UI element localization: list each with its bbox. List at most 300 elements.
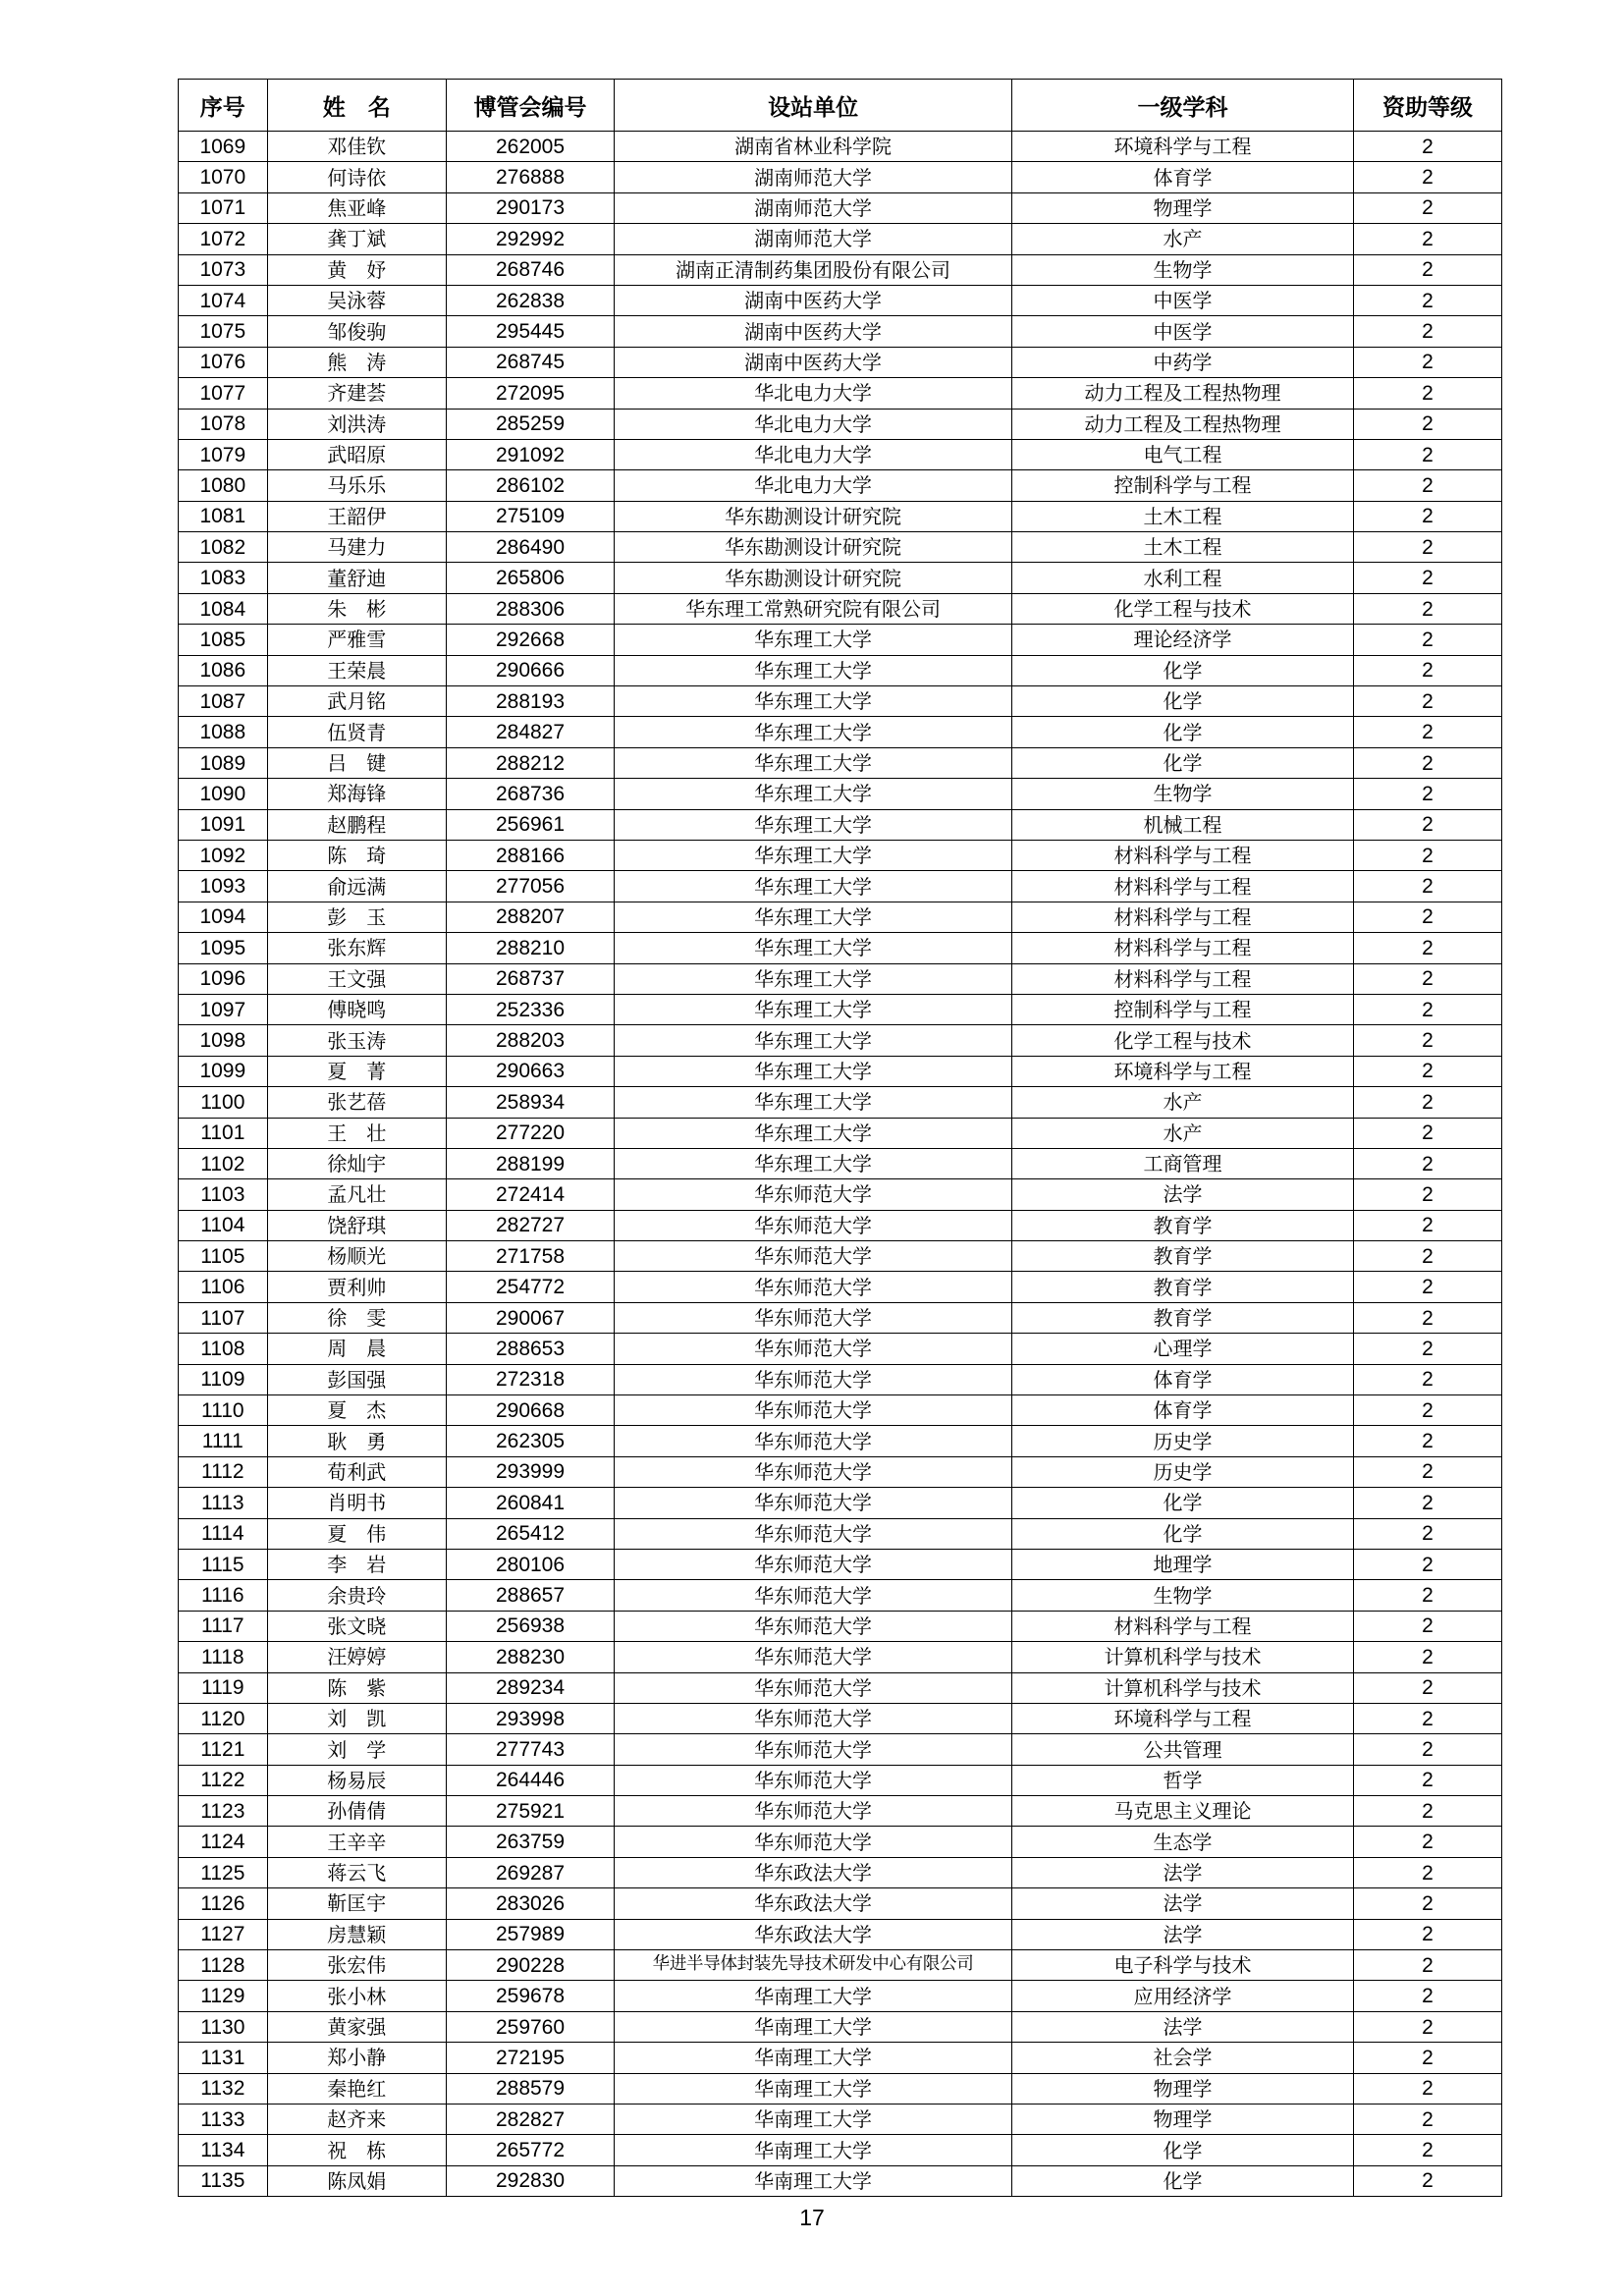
subject-cell: 法学 — [1012, 1888, 1354, 1919]
id-cell: 262005 — [446, 132, 614, 162]
table-row — [179, 347, 1502, 377]
name-cell: 刘 学 — [267, 1734, 446, 1765]
name-cell: 俞远满 — [267, 871, 446, 902]
subject-cell: 法学 — [1012, 2011, 1354, 2042]
subject-cell: 教育学 — [1012, 1272, 1354, 1302]
level-cell: 2 — [1353, 1456, 1501, 1487]
table-row — [179, 994, 1502, 1024]
name-cell: 王文强 — [267, 963, 446, 994]
table-row — [179, 1950, 1502, 1981]
level-cell: 2 — [1353, 625, 1501, 655]
serial-cell: 1095 — [179, 933, 268, 963]
unit-cell: 华东师范大学 — [615, 1672, 1012, 1703]
subject-cell: 机械工程 — [1012, 809, 1354, 840]
unit-cell: 华东政法大学 — [615, 1888, 1012, 1919]
table-row — [179, 1857, 1502, 1887]
level-cell: 2 — [1353, 1580, 1501, 1611]
id-cell: 276888 — [446, 162, 614, 192]
unit-cell: 华东师范大学 — [615, 1642, 1012, 1672]
serial-cell: 1087 — [179, 686, 268, 717]
level-cell: 2 — [1353, 1549, 1501, 1579]
name-cell: 吕 键 — [267, 747, 446, 778]
unit-cell: 华东师范大学 — [615, 1364, 1012, 1394]
table-row — [179, 1395, 1502, 1426]
level-cell: 2 — [1353, 1210, 1501, 1240]
level-cell: 2 — [1353, 1488, 1501, 1518]
unit-cell: 华南理工大学 — [615, 2105, 1012, 2135]
name-cell: 彭国强 — [267, 1364, 446, 1394]
subject-cell: 材料科学与工程 — [1012, 963, 1354, 994]
table-row — [179, 316, 1502, 347]
id-cell: 288306 — [446, 593, 614, 624]
id-cell: 288653 — [446, 1334, 614, 1364]
name-cell: 吴泳蓉 — [267, 285, 446, 315]
subject-cell: 哲学 — [1012, 1765, 1354, 1795]
name-cell: 秦艳红 — [267, 2073, 446, 2104]
serial-cell: 1101 — [179, 1118, 268, 1148]
name-cell: 邹俊驹 — [267, 316, 446, 347]
table-row — [179, 871, 1502, 902]
name-cell: 郑小静 — [267, 2043, 446, 2073]
serial-cell: 1109 — [179, 1364, 268, 1394]
serial-cell: 1080 — [179, 470, 268, 501]
unit-cell: 华东理工大学 — [615, 747, 1012, 778]
serial-cell: 1084 — [179, 593, 268, 624]
unit-cell: 华东师范大学 — [615, 1827, 1012, 1857]
subject-cell: 中药学 — [1012, 347, 1354, 377]
subject-cell: 环境科学与工程 — [1012, 1703, 1354, 1733]
subject-cell: 控制科学与工程 — [1012, 470, 1354, 501]
serial-cell: 1111 — [179, 1426, 268, 1456]
table-row — [179, 779, 1502, 809]
id-cell: 268737 — [446, 963, 614, 994]
unit-cell: 湖南中医药大学 — [615, 347, 1012, 377]
unit-cell: 华南理工大学 — [615, 2043, 1012, 2073]
name-cell: 陈凤娟 — [267, 2165, 446, 2196]
subject-cell: 水产 — [1012, 1118, 1354, 1148]
level-cell: 2 — [1353, 902, 1501, 932]
serial-cell: 1076 — [179, 347, 268, 377]
unit-cell: 华东师范大学 — [615, 1518, 1012, 1549]
level-cell: 2 — [1353, 1179, 1501, 1210]
subject-cell: 社会学 — [1012, 2043, 1354, 2073]
subject-cell: 工商管理 — [1012, 1148, 1354, 1178]
subject-cell: 环境科学与工程 — [1012, 1056, 1354, 1086]
id-cell: 256961 — [446, 809, 614, 840]
id-cell: 288210 — [446, 933, 614, 963]
serial-cell: 1105 — [179, 1241, 268, 1272]
id-cell: 268746 — [446, 254, 614, 285]
table-row — [179, 1580, 1502, 1611]
header-serial: 序号 — [179, 80, 268, 132]
serial-cell: 1089 — [179, 747, 268, 778]
id-cell: 271758 — [446, 1241, 614, 1272]
id-cell: 288207 — [446, 902, 614, 932]
name-cell: 张宏伟 — [267, 1950, 446, 1981]
unit-cell: 华东师范大学 — [615, 1765, 1012, 1795]
subject-cell: 化学工程与技术 — [1012, 1025, 1354, 1056]
table-row — [179, 1642, 1502, 1672]
serial-cell: 1085 — [179, 625, 268, 655]
unit-cell: 华东师范大学 — [615, 1488, 1012, 1518]
id-cell: 282727 — [446, 1210, 614, 1240]
serial-cell: 1104 — [179, 1210, 268, 1240]
table-row — [179, 1364, 1502, 1394]
unit-cell: 华东师范大学 — [615, 1426, 1012, 1456]
unit-cell: 华东师范大学 — [615, 1395, 1012, 1426]
unit-cell: 湖南师范大学 — [615, 192, 1012, 223]
unit-cell: 华东勘测设计研究院 — [615, 563, 1012, 593]
serial-cell: 1133 — [179, 2105, 268, 2135]
id-cell: 277056 — [446, 871, 614, 902]
id-cell: 292992 — [446, 224, 614, 254]
serial-cell: 1097 — [179, 994, 268, 1024]
name-cell: 傅晓鸣 — [267, 994, 446, 1024]
id-cell: 269287 — [446, 1857, 614, 1887]
table-row — [179, 2043, 1502, 2073]
subject-cell: 控制科学与工程 — [1012, 994, 1354, 1024]
level-cell: 2 — [1353, 1241, 1501, 1272]
name-cell: 齐建荟 — [267, 378, 446, 409]
level-cell: 2 — [1353, 1395, 1501, 1426]
serial-cell: 1096 — [179, 963, 268, 994]
subject-cell: 动力工程及工程热物理 — [1012, 409, 1354, 439]
subject-cell: 电气工程 — [1012, 439, 1354, 469]
unit-cell: 华东师范大学 — [615, 1611, 1012, 1641]
serial-cell: 1086 — [179, 655, 268, 685]
name-cell: 张东辉 — [267, 933, 446, 963]
level-cell: 2 — [1353, 871, 1501, 902]
level-cell: 2 — [1353, 1888, 1501, 1919]
level-cell: 2 — [1353, 1272, 1501, 1302]
unit-cell: 华东理工大学 — [615, 809, 1012, 840]
id-cell: 265412 — [446, 1518, 614, 1549]
serial-cell: 1073 — [179, 254, 268, 285]
level-cell: 2 — [1353, 1025, 1501, 1056]
serial-cell: 1132 — [179, 2073, 268, 2104]
table-row — [179, 1334, 1502, 1364]
table-row — [179, 1981, 1502, 2011]
name-cell: 王 壮 — [267, 1118, 446, 1148]
id-cell: 288193 — [446, 686, 614, 717]
table-row — [179, 409, 1502, 439]
table-row — [179, 1796, 1502, 1827]
name-cell: 黄家强 — [267, 2011, 446, 2042]
serial-cell: 1094 — [179, 902, 268, 932]
subject-cell: 材料科学与工程 — [1012, 902, 1354, 932]
name-cell: 蒋云飞 — [267, 1857, 446, 1887]
unit-cell: 华东师范大学 — [615, 1272, 1012, 1302]
name-cell: 靳匡宇 — [267, 1888, 446, 1919]
id-cell: 290067 — [446, 1302, 614, 1333]
subject-cell: 物理学 — [1012, 192, 1354, 223]
level-cell: 2 — [1353, 1919, 1501, 1949]
id-cell: 290663 — [446, 1056, 614, 1086]
subject-cell: 体育学 — [1012, 1395, 1354, 1426]
name-cell: 张文晓 — [267, 1611, 446, 1641]
subject-cell: 公共管理 — [1012, 1734, 1354, 1765]
unit-cell: 湖南中医药大学 — [615, 316, 1012, 347]
unit-cell: 华东师范大学 — [615, 1241, 1012, 1272]
name-cell: 夏 杰 — [267, 1395, 446, 1426]
unit-cell: 华东理工大学 — [615, 1148, 1012, 1178]
level-cell: 2 — [1353, 1364, 1501, 1394]
table-row — [179, 1456, 1502, 1487]
id-cell: 285259 — [446, 409, 614, 439]
table-row — [179, 1488, 1502, 1518]
unit-cell: 华东理工大学 — [615, 625, 1012, 655]
table-row — [179, 285, 1502, 315]
name-cell: 武月铭 — [267, 686, 446, 717]
id-cell: 260841 — [446, 1488, 614, 1518]
level-cell: 2 — [1353, 1056, 1501, 1086]
id-cell: 283026 — [446, 1888, 614, 1919]
serial-cell: 1121 — [179, 1734, 268, 1765]
subject-cell: 材料科学与工程 — [1012, 1611, 1354, 1641]
table-row — [179, 593, 1502, 624]
serial-cell: 1088 — [179, 717, 268, 747]
level-cell: 2 — [1353, 132, 1501, 162]
table-row — [179, 625, 1502, 655]
unit-cell: 华东师范大学 — [615, 1334, 1012, 1364]
level-cell: 2 — [1353, 1765, 1501, 1795]
subject-cell: 动力工程及工程热物理 — [1012, 378, 1354, 409]
id-cell: 277220 — [446, 1118, 614, 1148]
name-cell: 焦亚峰 — [267, 192, 446, 223]
level-cell: 2 — [1353, 2073, 1501, 2104]
unit-cell: 华北电力大学 — [615, 470, 1012, 501]
level-cell: 2 — [1353, 1426, 1501, 1456]
unit-cell: 华东政法大学 — [615, 1919, 1012, 1949]
table-row — [179, 1426, 1502, 1456]
name-cell: 杨顺光 — [267, 1241, 446, 1272]
subject-cell: 电子科学与技术 — [1012, 1950, 1354, 1981]
table-row — [179, 1179, 1502, 1210]
subject-cell: 化学 — [1012, 1518, 1354, 1549]
serial-cell: 1119 — [179, 1672, 268, 1703]
level-cell: 2 — [1353, 2105, 1501, 2135]
name-cell: 刘 凯 — [267, 1703, 446, 1733]
table-row — [179, 1272, 1502, 1302]
subject-cell: 化学 — [1012, 717, 1354, 747]
level-cell: 2 — [1353, 1703, 1501, 1733]
unit-cell: 华东政法大学 — [615, 1857, 1012, 1887]
table-row — [179, 162, 1502, 192]
subject-cell: 生物学 — [1012, 254, 1354, 285]
subject-cell: 计算机科学与技术 — [1012, 1642, 1354, 1672]
subject-cell: 化学 — [1012, 2165, 1354, 2196]
table-row — [179, 1888, 1502, 1919]
id-cell: 290173 — [446, 192, 614, 223]
name-cell: 孟凡壮 — [267, 1179, 446, 1210]
subject-cell: 物理学 — [1012, 2105, 1354, 2135]
id-cell: 290668 — [446, 1395, 614, 1426]
unit-cell: 华东理工大学 — [615, 686, 1012, 717]
level-cell: 2 — [1353, 1518, 1501, 1549]
unit-cell: 华东勘测设计研究院 — [615, 501, 1012, 531]
level-cell: 2 — [1353, 563, 1501, 593]
table-row — [179, 1734, 1502, 1765]
serial-cell: 1125 — [179, 1857, 268, 1887]
unit-cell: 华东理工大学 — [615, 902, 1012, 932]
table-row — [179, 933, 1502, 963]
table-row — [179, 563, 1502, 593]
level-cell: 2 — [1353, 2043, 1501, 2073]
id-cell: 262305 — [446, 1426, 614, 1456]
subject-cell: 历史学 — [1012, 1456, 1354, 1487]
header-level: 资助等级 — [1353, 80, 1501, 132]
unit-cell: 华东理工大学 — [615, 779, 1012, 809]
name-cell: 祝 栋 — [267, 2135, 446, 2165]
subject-cell: 应用经济学 — [1012, 1981, 1354, 2011]
subject-cell: 化学工程与技术 — [1012, 593, 1354, 624]
serial-cell: 1122 — [179, 1765, 268, 1795]
unit-cell: 华东理工大学 — [615, 1087, 1012, 1118]
unit-cell: 华东理工大学 — [615, 717, 1012, 747]
level-cell: 2 — [1353, 2135, 1501, 2165]
serial-cell: 1120 — [179, 1703, 268, 1733]
level-cell: 2 — [1353, 1734, 1501, 1765]
subject-cell: 化学 — [1012, 686, 1354, 717]
serial-cell: 1116 — [179, 1580, 268, 1611]
serial-cell: 1090 — [179, 779, 268, 809]
name-cell: 王荣晨 — [267, 655, 446, 685]
table-row — [179, 2011, 1502, 2042]
level-cell: 2 — [1353, 1827, 1501, 1857]
id-cell: 265806 — [446, 563, 614, 593]
name-cell: 王辛辛 — [267, 1827, 446, 1857]
serial-cell: 1075 — [179, 316, 268, 347]
subject-cell: 法学 — [1012, 1919, 1354, 1949]
serial-cell: 1129 — [179, 1981, 268, 2011]
unit-cell: 华东师范大学 — [615, 1549, 1012, 1579]
level-cell: 2 — [1353, 779, 1501, 809]
table-row — [179, 2073, 1502, 2104]
level-cell: 2 — [1353, 1950, 1501, 1981]
subject-cell: 体育学 — [1012, 1364, 1354, 1394]
unit-cell: 湖南省林业科学院 — [615, 132, 1012, 162]
serial-cell: 1098 — [179, 1025, 268, 1056]
id-cell: 292668 — [446, 625, 614, 655]
serial-cell: 1099 — [179, 1056, 268, 1086]
table-row — [179, 2135, 1502, 2165]
serial-cell: 1069 — [179, 132, 268, 162]
name-cell: 朱 彬 — [267, 593, 446, 624]
name-cell: 邓佳钦 — [267, 132, 446, 162]
name-cell: 夏 菁 — [267, 1056, 446, 1086]
unit-cell: 华东师范大学 — [615, 1210, 1012, 1240]
name-cell: 杨易辰 — [267, 1765, 446, 1795]
serial-cell: 1079 — [179, 439, 268, 469]
serial-cell: 1074 — [179, 285, 268, 315]
serial-cell: 1078 — [179, 409, 268, 439]
subject-cell: 生物学 — [1012, 779, 1354, 809]
id-cell: 262838 — [446, 285, 614, 315]
unit-cell: 华南理工大学 — [615, 2073, 1012, 2104]
id-cell: 295445 — [446, 316, 614, 347]
table-row — [179, 532, 1502, 563]
unit-cell: 华南理工大学 — [615, 2165, 1012, 2196]
id-cell: 280106 — [446, 1549, 614, 1579]
subject-cell: 环境科学与工程 — [1012, 132, 1354, 162]
subject-cell: 化学 — [1012, 655, 1354, 685]
serial-cell: 1083 — [179, 563, 268, 593]
serial-cell: 1123 — [179, 1796, 268, 1827]
name-cell: 陈 琦 — [267, 840, 446, 870]
unit-cell: 湖南师范大学 — [615, 224, 1012, 254]
subject-cell: 土木工程 — [1012, 532, 1354, 563]
table-row — [179, 1765, 1502, 1795]
level-cell: 2 — [1353, 192, 1501, 223]
id-cell: 265772 — [446, 2135, 614, 2165]
name-cell: 黄 妤 — [267, 254, 446, 285]
subject-cell: 法学 — [1012, 1857, 1354, 1887]
level-cell: 2 — [1353, 1087, 1501, 1118]
name-cell: 郑海锋 — [267, 779, 446, 809]
table-row — [179, 2165, 1502, 2196]
level-cell: 2 — [1353, 1642, 1501, 1672]
name-cell: 彭 玉 — [267, 902, 446, 932]
level-cell: 2 — [1353, 593, 1501, 624]
name-cell: 何诗依 — [267, 162, 446, 192]
serial-cell: 1131 — [179, 2043, 268, 2073]
subject-cell: 材料科学与工程 — [1012, 871, 1354, 902]
table-row — [179, 1210, 1502, 1240]
unit-cell: 华东理工常熟研究院有限公司 — [615, 593, 1012, 624]
header-unit: 设站单位 — [615, 80, 1012, 132]
subject-cell: 土木工程 — [1012, 501, 1354, 531]
table-row — [179, 1672, 1502, 1703]
subject-cell: 教育学 — [1012, 1302, 1354, 1333]
level-cell: 2 — [1353, 1302, 1501, 1333]
id-cell: 272318 — [446, 1364, 614, 1394]
serial-cell: 1110 — [179, 1395, 268, 1426]
id-cell: 272095 — [446, 378, 614, 409]
level-cell: 2 — [1353, 809, 1501, 840]
subject-cell: 马克思主义理论 — [1012, 1796, 1354, 1827]
level-cell: 2 — [1353, 686, 1501, 717]
serial-cell: 1081 — [179, 501, 268, 531]
level-cell: 2 — [1353, 1981, 1501, 2011]
table-row — [179, 747, 1502, 778]
table-row — [179, 1827, 1502, 1857]
table-row — [179, 1919, 1502, 1949]
level-cell: 2 — [1353, 378, 1501, 409]
level-cell: 2 — [1353, 717, 1501, 747]
id-cell: 288579 — [446, 2073, 614, 2104]
level-cell: 2 — [1353, 470, 1501, 501]
level-cell: 2 — [1353, 1148, 1501, 1178]
subject-cell: 生物学 — [1012, 1580, 1354, 1611]
name-cell: 刘洪涛 — [267, 409, 446, 439]
table-row — [179, 1518, 1502, 1549]
unit-cell: 华南理工大学 — [615, 2135, 1012, 2165]
unit-cell: 华北电力大学 — [615, 378, 1012, 409]
table-row — [179, 902, 1502, 932]
serial-cell: 1115 — [179, 1549, 268, 1579]
table-row — [179, 192, 1502, 223]
name-cell: 余贵玲 — [267, 1580, 446, 1611]
id-cell: 288166 — [446, 840, 614, 870]
name-cell: 赵鹏程 — [267, 809, 446, 840]
id-cell: 289234 — [446, 1672, 614, 1703]
id-cell: 293999 — [446, 1456, 614, 1487]
unit-cell: 湖南中医药大学 — [615, 285, 1012, 315]
subject-cell: 化学 — [1012, 1488, 1354, 1518]
level-cell: 2 — [1353, 2165, 1501, 2196]
name-cell: 武昭原 — [267, 439, 446, 469]
id-cell: 284827 — [446, 717, 614, 747]
